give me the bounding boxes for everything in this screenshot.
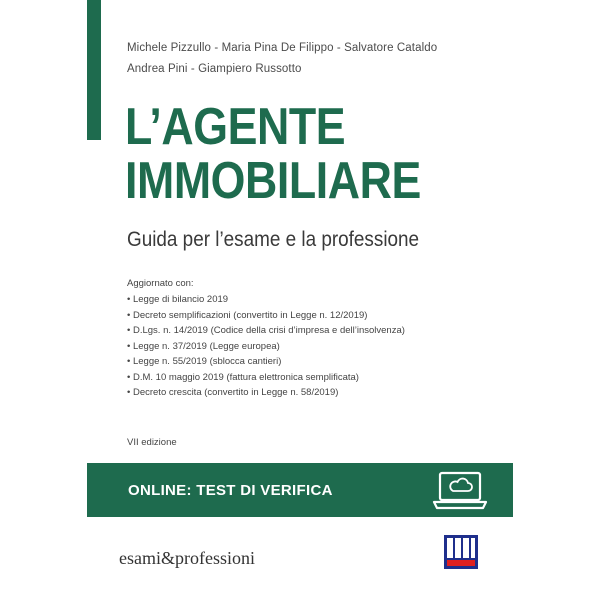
publisher-logo	[444, 535, 478, 569]
update-item: • Decreto semplificazioni (convertito in Legge n. 12/2019)	[127, 308, 507, 324]
author-list	[127, 38, 507, 80]
update-item: • Decreto crescita (convertito in Legge n. 58/2019)	[127, 385, 507, 401]
update-item: • D.M. 10 maggio 2019 (fattura elettronica semplificata)	[127, 370, 507, 386]
update-item: • Legge di bilancio 2019	[127, 292, 507, 308]
book-subtitle: Guida per l’esame e la professione	[127, 228, 420, 251]
authors-line-2: Andrea Pini - Giampiero Russotto	[127, 63, 302, 75]
title-line-2: IMMOBILIARE	[125, 152, 421, 210]
update-notes	[127, 278, 507, 401]
update-item: • Legge n. 55/2019 (sblocca cantieri)	[127, 354, 507, 370]
online-test-label: ONLINE: TEST DI VERIFICA	[128, 482, 333, 499]
edition-label: VII edizione	[127, 437, 177, 448]
series-logo: esami&professioni	[119, 548, 255, 568]
authors-line-1: Michele Pizzullo - Maria Pina De Filippo - Salvatore Cataldo	[127, 42, 438, 54]
title-line-1: L’AGENTE	[125, 98, 346, 156]
laptop-cloud-icon	[432, 470, 488, 512]
update-list	[127, 292, 507, 401]
cover-accent-bar	[87, 0, 101, 140]
update-heading: Aggiornato con:	[127, 278, 194, 289]
update-item: • D.Lgs. n. 14/2019 (Codice della crisi d’impresa e dell’insolvenza)	[127, 323, 507, 339]
book-title	[125, 100, 456, 208]
update-item: • Legge n. 37/2019 (Legge europea)	[127, 339, 507, 355]
